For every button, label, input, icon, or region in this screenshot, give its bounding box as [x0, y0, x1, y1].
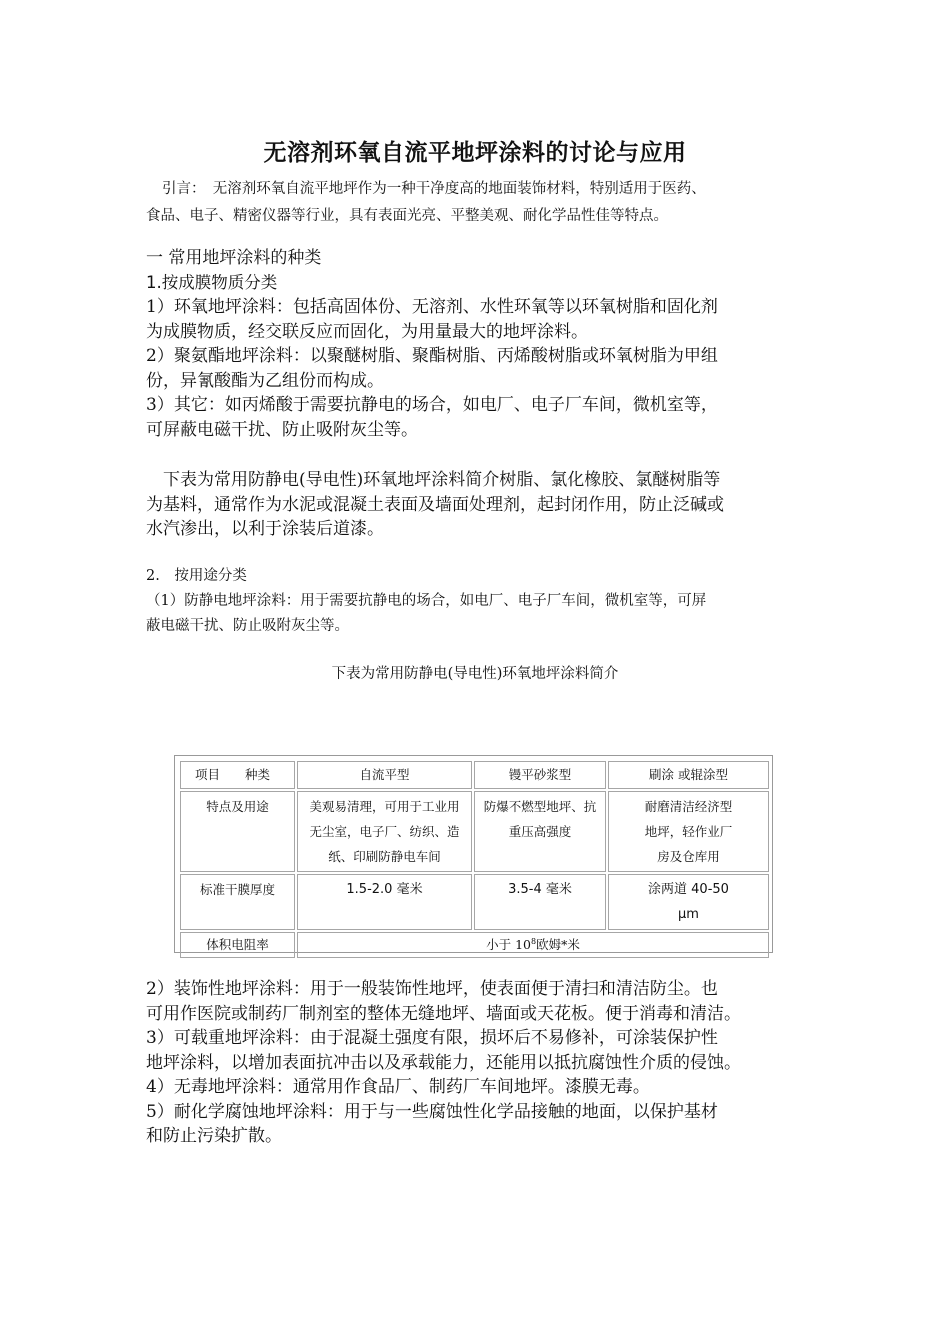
paragraph-line: 可屏蔽电磁干扰、防止吸附灰尘等。 [146, 419, 418, 440]
paragraph-line: 可用作医院或制药厂制剂室的整体无缝地坪、墙面或天花板。便于消毒和清洁。 [146, 1003, 741, 1024]
cell-line: 耐磨清洁经济型 [644, 799, 733, 814]
table-caption: 下表为常用防静电(导电性)环氧地坪涂料简介 [331, 666, 619, 682]
cell-line: 地坪，轻作业厂 [644, 824, 733, 839]
section-1 [146, 246, 816, 442]
paragraph-line: 1）环氧地坪涂料：包括高固体份、无溶剂、水性环氧等以环氧树脂和固化剂 [146, 297, 718, 317]
table-cell [608, 874, 769, 930]
table-cell: 3.5-4 毫米 [474, 874, 606, 930]
intro-line: 食品、电子、精密仪器等行业，具有表面光亮、平整美观、耐化学品性佳等特点。 [146, 208, 668, 224]
resistivity-unit: 欧姆*米 [536, 937, 580, 952]
cell-line: 防爆不燃型地坪、抗 [483, 799, 597, 814]
cell-line: 房及仓库用 [657, 849, 720, 864]
section-heading: 一 常用地坪涂料的种类 [146, 248, 322, 268]
paragraph-line: 地坪涂料，以增加表面抗冲击以及承载能力，还能用以抵抗腐蚀性介质的侵蚀。 [146, 1052, 741, 1073]
table-row [180, 874, 769, 930]
table-row-label: 标准干膜厚度 [180, 874, 295, 930]
paragraph-line: 3）可载重地坪涂料：由于混凝土强度有限，损坏后不易修补，可涂装保护性 [146, 1028, 718, 1048]
resistivity-exponent: 8 [531, 936, 537, 946]
paragraph-line: 份，异氰酸酯为乙组份而构成。 [146, 370, 384, 391]
paragraph-line: 蔽电磁干扰、防止吸附灰尘等。 [146, 618, 349, 634]
table-header-row [180, 761, 769, 789]
intro-paragraph [146, 176, 816, 230]
paragraph-line: 和防止污染扩散。 [146, 1126, 282, 1146]
table-header-cell: 刷涂 或辊涂型 [608, 761, 769, 789]
table-header-cell: 镘平砂浆型 [474, 761, 606, 789]
paragraph-line: 为成膜物质，经交联反应而固化，为用量最大的地坪涂料。 [146, 321, 588, 342]
paragraph-line: 下表为常用防静电(导电性)环氧地坪涂料简介树脂、氯化橡胶、氯醚树脂等 [146, 470, 721, 490]
section-2 [146, 564, 816, 639]
cell-line: μm [678, 907, 699, 922]
paragraph-line: 4）无毒地坪涂料：通常用作食品厂、制药厂车间地坪。漆膜无毒。 [146, 1077, 650, 1097]
section-3 [146, 977, 816, 1149]
paragraph-line: 3）其它：如丙烯酸于需要抗静电的场合，如电厂、电子厂车间，微机室等， [146, 395, 718, 415]
paragraph-line: 为基料，通常作为水泥或混凝土表面及墙面处理剂，起封闭作用，防止泛碱或 [146, 494, 724, 515]
subsection-heading: 1.按成膜物质分类 [146, 272, 278, 292]
table-header-cell: 项目 种类 [180, 761, 295, 789]
table-row-label: 特点及用途 [180, 791, 295, 872]
cell-line: 无尘室，电子厂、纺织、造 [309, 824, 460, 839]
resistivity-prefix: 小于 10 [486, 937, 532, 952]
table-cell [474, 791, 606, 872]
table-cell [297, 932, 769, 958]
document-title: 无溶剂环氧自流平地坪涂料的讨论与应用 [263, 140, 687, 166]
spec-table [178, 759, 771, 960]
table-cell [608, 791, 769, 872]
table-cell [297, 791, 472, 872]
paragraph-line: （1）防静电地坪涂料：用于需要抗静电的场合，如电厂、电子厂车间，微机室等，可屏 [146, 593, 707, 609]
table-row [180, 791, 769, 872]
paragraph-line: 2）装饰性地坪涂料：用于一般装饰性地坪，使表面便于清扫和清洁防尘。也 [146, 979, 718, 999]
paragraph-line: 5）耐化学腐蚀地坪涂料：用于与一些腐蚀性化学品接触的地面，以保护基材 [146, 1101, 718, 1122]
table-cell: 1.5-2.0 毫米 [297, 874, 472, 930]
table-header-cell: 自流平型 [297, 761, 472, 789]
cell-line: 涂两道 40-50 [648, 882, 729, 897]
table-row-label: 体积电阻率 [180, 932, 295, 958]
paragraph-line: 水汽渗出，以利于涂装后道漆。 [146, 519, 384, 539]
paragraph-line: 2）聚氨酯地坪涂料：以聚醚树脂、聚酯树脂、丙烯酸树脂或环氧树脂为甲组 [146, 346, 718, 366]
cell-line: 纸、印刷防静电车间 [328, 849, 441, 864]
paragraph-2 [146, 468, 816, 542]
table-row [180, 932, 769, 958]
spec-table-frame [174, 755, 773, 953]
intro-line: 引言： 无溶剂环氧自流平地坪作为一种干净度高的地面装饰材料，特别适用于医药、 [162, 181, 706, 197]
cell-line: 重压高强度 [508, 824, 572, 839]
cell-line: 美观易清理，可用于工业用 [309, 799, 460, 814]
section-heading: 2. 按用途分类 [146, 568, 247, 584]
